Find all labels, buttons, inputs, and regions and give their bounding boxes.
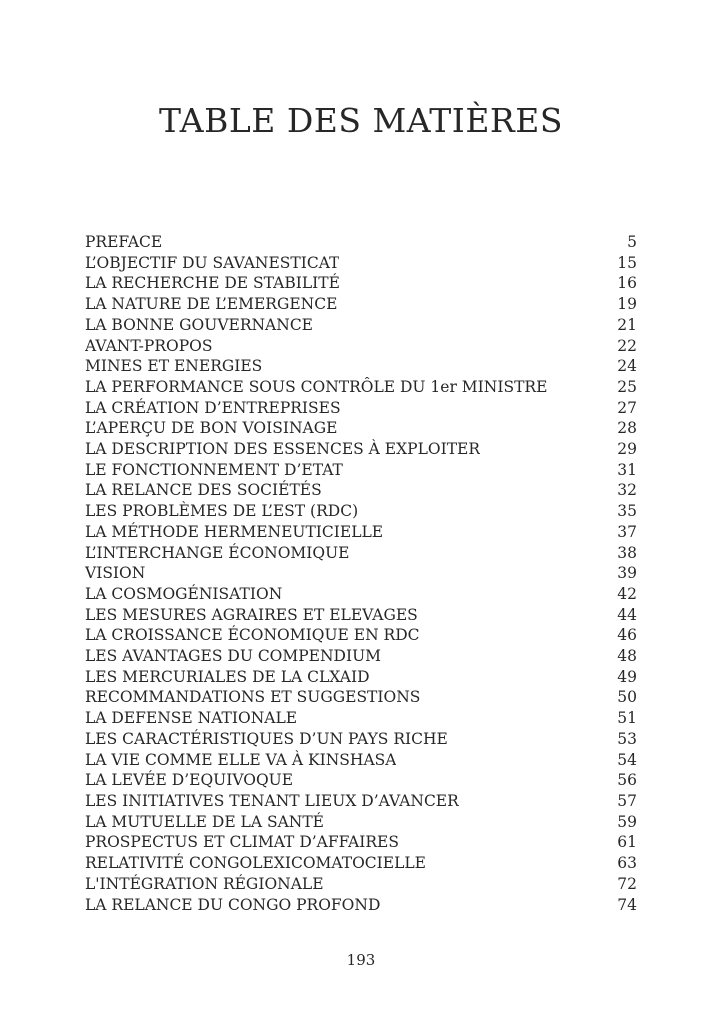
toc-entry-page-number: 27 xyxy=(617,398,637,417)
toc-entry-title: MINES ET ENERGIES xyxy=(85,357,263,376)
toc-entry-title: LA MUTUELLE DE LA SANTÉ xyxy=(85,812,325,831)
toc-entry xyxy=(85,667,637,688)
toc-entry-page-number: 29 xyxy=(617,440,637,459)
toc-entry-title: PREFACE xyxy=(85,233,163,251)
toc-entry xyxy=(85,253,637,274)
toc-entry xyxy=(85,832,637,853)
toc-entry-page-number: 19 xyxy=(617,295,637,314)
toc-entry xyxy=(85,418,637,439)
toc-entry-page-number: 28 xyxy=(617,419,637,438)
toc-entry-page-number: 31 xyxy=(617,460,637,479)
toc-entry-title: RECOMMANDATIONS ET SUGGESTIONS xyxy=(85,688,421,707)
toc-entry-title: LA BONNE GOUVERNANCE xyxy=(85,315,313,334)
toc-entry-title: AVANT-PROPOS xyxy=(85,336,213,355)
toc-entry xyxy=(85,273,637,294)
toc-entry-page-number: 37 xyxy=(617,522,637,541)
toc-entry xyxy=(85,729,637,750)
toc-entry xyxy=(85,770,637,791)
toc-entry xyxy=(85,812,637,833)
toc-entry xyxy=(85,584,637,605)
toc-entry-page-number: 38 xyxy=(617,543,637,562)
toc-entry-title: LA PERFORMANCE SOUS CONTRÔLE DU 1er MINISTRE xyxy=(85,377,548,396)
toc-entry-page-number: 35 xyxy=(617,502,637,521)
page-title: TABLE DES MATIÈRES xyxy=(159,101,563,140)
toc-entry xyxy=(85,605,637,626)
toc-entry-page-number: 39 xyxy=(617,564,637,583)
toc-entry xyxy=(85,377,637,398)
toc-entry-title: LES PROBLÈMES DE L’EST (RDC) xyxy=(85,502,359,521)
toc-entry-title: LA LEVÉE D’EQUIVOQUE xyxy=(85,771,294,790)
toc-entry-page-number: 44 xyxy=(617,605,637,624)
toc-entry-title: LA RECHERCHE DE STABILITÉ xyxy=(85,274,340,293)
toc-entry-title: LA COSMOGÉNISATION xyxy=(85,584,283,603)
toc-entry-page-number: 25 xyxy=(617,377,637,396)
toc-entry-page-number: 59 xyxy=(617,812,637,831)
toc-entry xyxy=(85,398,637,419)
toc-entry-page-number: 5 xyxy=(627,233,637,251)
toc-entry-title: PROSPECTUS ET CLIMAT D’AFFAIRES xyxy=(85,833,399,852)
toc-entry-page-number: 48 xyxy=(617,647,637,666)
toc-entry xyxy=(85,791,637,812)
toc-entry-title: RELATIVITÉ CONGOLEXICOMATOCIELLE xyxy=(85,854,426,873)
toc-entry-title: LES MESURES AGRAIRES ET ELEVAGES xyxy=(85,605,418,624)
toc-entry-page-number: 32 xyxy=(617,481,637,500)
toc-entry-title: LES MERCURIALES DE LA CLXAID xyxy=(85,667,370,686)
toc-entry-page-number: 15 xyxy=(617,253,637,272)
toc-entry xyxy=(85,708,637,729)
toc-entry-title: VISION xyxy=(85,564,146,583)
toc-entry-page-number: 57 xyxy=(617,791,637,810)
toc-entry xyxy=(85,460,637,481)
toc-entry xyxy=(85,895,637,916)
toc-entry-page-number: 56 xyxy=(617,771,637,790)
toc-entry-title: LES CARACTÉRISTIQUES D’UN PAYS RICHE xyxy=(85,729,448,748)
toc-entry xyxy=(85,294,637,315)
toc-entry xyxy=(85,336,637,357)
toc-entry xyxy=(85,853,637,874)
toc-entry-title: L’OBJECTIF DU SAVANESTICAT xyxy=(85,253,340,272)
toc-entry-title: LA MÉTHODE HERMENEUTICIELLE xyxy=(85,522,384,541)
toc-entry-title: LES INITIATIVES TENANT LIEUX D’AVANCER xyxy=(85,791,459,810)
toc-entry-title: LA CRÉATION D’ENTREPRISES xyxy=(85,398,341,417)
toc-entry-page-number: 24 xyxy=(617,357,637,376)
toc-entry-page-number: 42 xyxy=(617,584,637,603)
toc-entry-page-number: 63 xyxy=(617,854,637,873)
toc-entry xyxy=(85,750,637,771)
toc-entry-page-number: 54 xyxy=(617,750,637,769)
toc-entry xyxy=(85,543,637,564)
toc-entry-title: LA VIE COMME ELLE VA À KINSHASA xyxy=(85,750,397,769)
toc-entry-page-number: 21 xyxy=(617,315,637,334)
toc-entry-title: LE FONCTIONNEMENT D’ETAT xyxy=(85,460,343,479)
table-of-contents xyxy=(85,232,637,915)
toc-entry xyxy=(85,501,637,522)
toc-entry xyxy=(85,687,637,708)
toc-entry-title: LA DEFENSE NATIONALE xyxy=(85,709,298,728)
toc-entry-page-number: 50 xyxy=(617,688,637,707)
toc-entry-page-number: 49 xyxy=(617,667,637,686)
toc-entry-page-number: 74 xyxy=(617,895,637,914)
toc-entry-title: LES AVANTAGES DU COMPENDIUM xyxy=(85,647,382,666)
toc-entry-page-number: 51 xyxy=(617,709,637,728)
toc-entry-page-number: 53 xyxy=(617,729,637,748)
toc-entry-title: L’INTERCHANGE ÉCONOMIQUE xyxy=(85,543,350,562)
toc-entry-title: LA DESCRIPTION DES ESSENCES À EXPLOITER xyxy=(85,440,481,459)
toc-entry xyxy=(85,646,637,667)
toc-entry xyxy=(85,874,637,895)
toc-entry xyxy=(85,356,637,377)
toc-entry-title: LA NATURE DE L’EMERGENCE xyxy=(85,295,338,314)
toc-entry-page-number: 16 xyxy=(617,274,637,293)
toc-entry xyxy=(85,522,637,543)
toc-entry xyxy=(85,625,637,646)
toc-entry-title: LA RELANCE DU CONGO PROFOND xyxy=(85,895,381,914)
toc-entry xyxy=(85,439,637,460)
toc-entry-title: L'INTÉGRATION RÉGIONALE xyxy=(85,874,324,893)
toc-entry-page-number: 72 xyxy=(617,874,637,893)
toc-entry-page-number: 61 xyxy=(617,833,637,852)
toc-entry-page-number: 46 xyxy=(617,626,637,645)
toc-entry xyxy=(85,232,637,253)
toc-entry xyxy=(85,315,637,336)
toc-entry-title: LA RELANCE DES SOCIÉTÉS xyxy=(85,481,322,500)
toc-entry xyxy=(85,563,637,584)
folio-page-number: 193 xyxy=(346,951,376,969)
toc-entry-page-number: 22 xyxy=(617,336,637,355)
toc-entry xyxy=(85,480,637,501)
toc-entry-title: LA CROISSANCE ÉCONOMIQUE EN RDC xyxy=(85,626,420,645)
toc-entry-title: L’APERÇU DE BON VOISINAGE xyxy=(85,419,338,438)
